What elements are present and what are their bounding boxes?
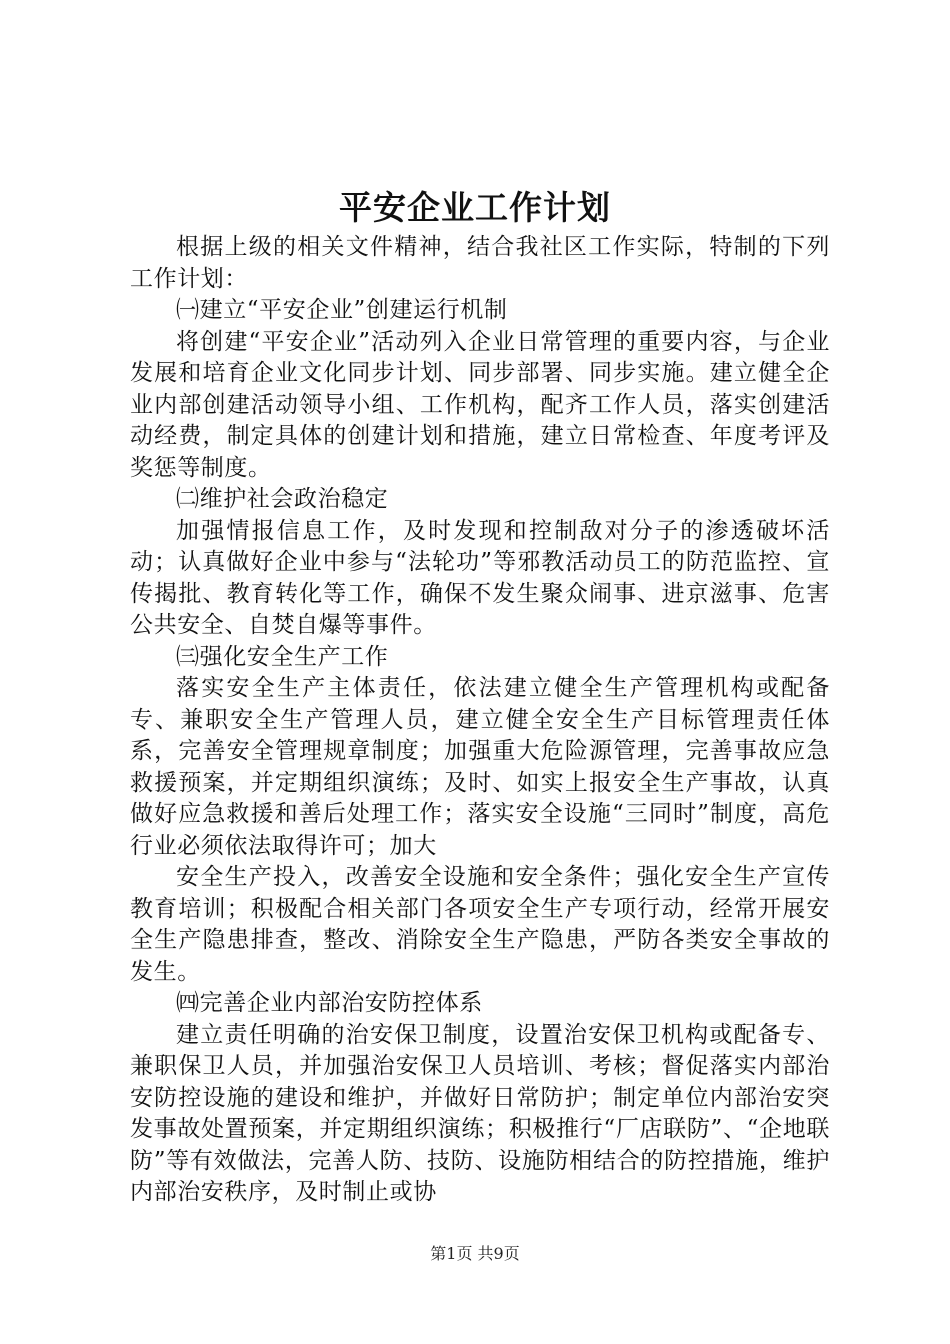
section-paragraph-3a: 落实安全生产主体责任，依法建立健全生产管理机构或配备专、兼职安全生产管理人员，建立健全安全生产目标管理责任体系，完善安全管理规章制度；加强重大危险源管理，完善事故应急救援预案，并定期组织演练；及时、如实上报安全生产事故，认真做好应急救援和善后处理工作；落实安全设施“三同时”制度，高危行业必须依法取得许可；加大 <box>130 675 830 859</box>
section-heading-4: ㈣完善企业内部治安防控体系 <box>176 990 483 1016</box>
page-number-footer: 第1页 共9页 <box>430 1244 520 1263</box>
intro-paragraph: 根据上级的相关文件精神，结合我社区工作实际，特制的下列工作计划： <box>130 234 830 292</box>
section-paragraph-3b: 安全生产投入，改善安全设施和安全条件；强化安全生产宣传教育培训；积极配合相关部门各项安全生产专项行动，经常开展安全生产隐患排查，整改、消除安全生产隐患，严防各类安全事故的发生。 <box>130 864 830 985</box>
section-paragraph-2: 加强情报信息工作，及时发现和控制敌对分子的渗透破坏活动；认真做好企业中参与“法轮功”等邪教活动员工的防范监控、宣传揭批、教育转化等工作，确保不发生聚众闹事、进京滋事、危害公共安全、自焚自爆等事件。 <box>130 517 830 638</box>
section-heading-1: ㈠建立“平安企业”创建运行机制 <box>176 297 508 323</box>
section-paragraph-1: 将创建“平安企业”活动列入企业日常管理的重要内容，与企业发展和培育企业文化同步计划、同步部署、同步实施。建立健全企业内部创建活动领导小组、工作机构，配齐工作人员，落实创建活动经费，制定具体的创建计划和措施，建立日常检查、年度考评及奖惩等制度。 <box>130 328 830 481</box>
section-heading-2: ㈡维护社会政治稳定 <box>176 486 389 512</box>
document-title: 平安企业工作计划 <box>339 188 611 227</box>
document-body <box>130 232 830 1209</box>
section-paragraph-4: 建立责任明确的治安保卫制度，设置治安保卫机构或配备专、兼职保卫人员，并加强治安保卫人员培训、考核；督促落实内部治安防控设施的建设和维护，并做好日常防护；制定单位内部治安突发事故处置预案，并定期组织演练；积极推行“厂店联防”、“企地联防”等有效做法，完善人防、技防、设施防相结合的防控措施，维护内部治安秩序，及时制止或协 <box>130 1021 830 1205</box>
section-heading-3: ㈢强化安全生产工作 <box>176 643 389 670</box>
